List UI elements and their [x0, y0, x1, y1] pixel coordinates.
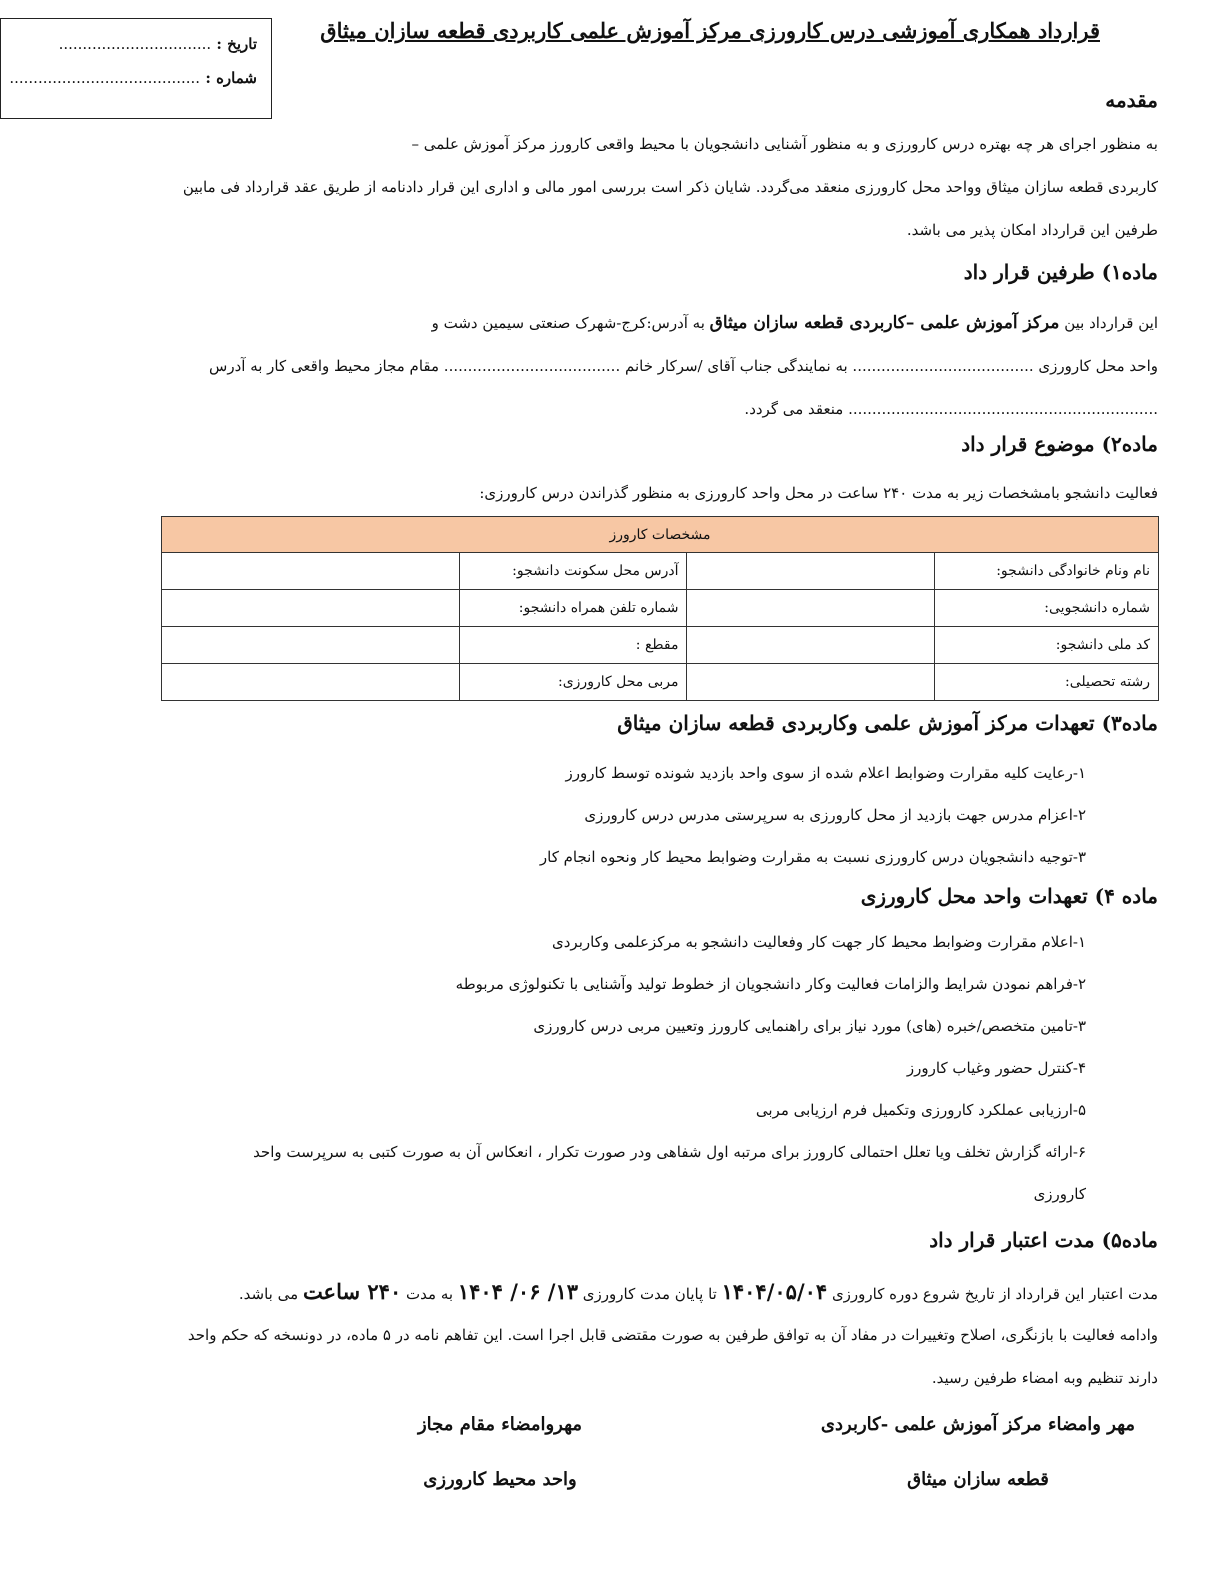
table-row — [162, 627, 1159, 664]
list-item: ۲-فراهم نمودن شرایط والزامات فعالیت وکار دانشجویان از خطوط تولید وآشنایی با تکنولوژی مربوطه — [455, 975, 1086, 993]
article4-list — [253, 926, 1086, 1178]
article5-line-2: وادامه فعالیت با بازنگری، اصلاح وتغییرات در مفاد آن به توافق طرفین به صورت مقتضی قابل اجرا است. این تفاهم نامه در ۵ ماده، در دونسخه که حکم واحد — [187, 1326, 1158, 1344]
list-item: ۱-اعلام مقرارت وضوابط محیط کار جهت کار وفعالیت دانشجو به مرکزعلمی وکاربردی — [552, 933, 1086, 951]
article1-line-3: ................................................................. منعقد می گردد. — [744, 400, 1158, 418]
start-date: ۱۴۰۴/۰۵/۰۴ — [721, 1279, 828, 1304]
intern-specs-table — [161, 516, 1159, 701]
article1-text-a: این قرارداد بین — [1059, 314, 1158, 332]
table-cell-value[interactable] — [162, 627, 460, 664]
table-cell-value[interactable] — [162, 664, 460, 701]
list-item: ۶-ارائه گزارش تخلف ویا تعلل احتمالی کارورز برای مرتبه اول شفاهی ودر صورت تکرار ، انعکاس آن به صورت کتبی به سرپرست واحد — [253, 1143, 1086, 1161]
table-cell-label: مربی محل کارورزی: — [459, 664, 687, 701]
table-cell-value[interactable] — [687, 664, 935, 701]
number-row — [1, 63, 257, 97]
center-name: مرکز آموزش علمی –کاربردی قطعه سازان میثاق — [709, 313, 1060, 333]
unit-signature-title: مهروامضاء مقام مجاز — [417, 1414, 583, 1435]
intro-line-3: طرفین این قرارداد امکان پذیر می باشد. — [906, 221, 1158, 239]
article5-text-d: می باشد. — [238, 1285, 303, 1303]
end-date: ۱۳/ ۰۶/ ۱۴۰۴ — [457, 1279, 579, 1304]
table-cell-label: شماره تلفن همراه دانشجو: — [459, 590, 687, 627]
article4-heading: ماده ۴) تعهدات واحد محل کارورزی — [860, 884, 1158, 908]
center-signature-name: قطعه سازان میثاق — [907, 1469, 1049, 1490]
article5-line-3: دارند تنظیم وبه امضاء طرفین رسید. — [931, 1369, 1158, 1387]
table-cell-label: کد ملی دانشجو: — [935, 627, 1159, 664]
article5-text-b: تا پایان مدت کارورزی — [578, 1285, 722, 1303]
date-field[interactable]: ................................ — [58, 35, 212, 53]
table-cell-label: رشته تحصیلی: — [935, 664, 1159, 701]
table-cell-label: آدرس محل سکونت دانشجو: — [459, 553, 687, 590]
article5-text-c: به مدت — [401, 1285, 458, 1303]
number-label: شماره : — [205, 69, 257, 87]
list-item: ۳-تامین متخصص/خبره (های) مورد نیاز برای راهنمایی کارورز وتعیین مربی درس کارورزی — [533, 1017, 1086, 1035]
table-row — [162, 590, 1159, 627]
article3-list — [540, 757, 1086, 883]
article5-paragraph — [56, 1276, 1158, 1405]
article3-heading: ماده۳) تعهدات مرکز آموزش علمی وکاربردی قطعه سازان میثاق — [617, 711, 1158, 735]
article2-intro — [56, 477, 1158, 520]
article2-intro-line: فعالیت دانشجو بامشخصات زیر به مدت ۲۴۰ ساعت در محل واحد کارورزی به منظور گذراندن درس کارورزی: — [479, 484, 1158, 502]
table-cell-label: نام ونام خانوادگی دانشجو: — [935, 553, 1159, 590]
article4-continuation — [1034, 1178, 1086, 1220]
intro-line-1: به منظور اجرای هر چه بهتره درس کارورزی و به منظور آشنایی دانشجویان با محیط واقعی کارورز مرکز آموزش علمی – — [411, 135, 1158, 153]
table-header-row — [162, 517, 1159, 553]
table-row — [162, 553, 1159, 590]
table-cell-value[interactable] — [687, 627, 935, 664]
list-item: ۴-کنترل حضور وغیاب کارورز — [906, 1059, 1086, 1077]
duration: ۲۴۰ ساعت — [302, 1279, 402, 1304]
intro-heading: مقدمه — [1105, 88, 1158, 112]
list-item: ۳-توجیه دانشجویان درس کارورزی نسبت به مقرارت وضوابط محیط کار ونحوه انجام کار — [539, 848, 1086, 866]
list-item: ۲-اعزام مدرس جهت بازدید از محل کارورزی به سرپرستی مدرس درس کارورزی — [584, 806, 1086, 824]
table-cell-value[interactable] — [162, 553, 460, 590]
intro-paragraph — [56, 128, 1158, 257]
list-item: ۵-ارزیابی عملکرد کارورزی وتکمیل فرم ارزیابی مربی — [755, 1101, 1086, 1119]
article1-line-1 — [56, 307, 1158, 350]
list-item: ۱-رعایت کلیه مقرارت وضوابط اعلام شده از سوی واحد بازدید شونده توسط کارورز — [565, 764, 1086, 782]
unit-signature-name: واحد محیط کارورزی — [423, 1469, 577, 1490]
table-cell-value[interactable] — [162, 590, 460, 627]
number-field[interactable]: ........................................ — [9, 69, 201, 87]
table-cell-label: شماره دانشجویی: — [935, 590, 1159, 627]
list-item-continuation: کارورزی — [1033, 1185, 1086, 1203]
article5-heading: ماده۵) مدت اعتبار قرار داد — [929, 1228, 1158, 1252]
table-cell-label: مقطع : — [459, 627, 687, 664]
intro-line-2: کاربردی قطعه سازان میثاق وواحد محل کارورزی منعقد می‌گردد. شایان ذکر است بررسی امور مالی و اداری این قرار دادنامه از طریق عقد قرارداد فی مابین — [182, 178, 1158, 196]
article1-text-c: به آدرس:کرج-شهرک صنعتی سیمین دشت و — [431, 314, 710, 332]
article1-paragraph — [56, 307, 1158, 436]
date-label: تاریخ : — [216, 35, 257, 53]
center-signature-title: مهر وامضاء مرکز آموزش علمی -کاربردی — [820, 1414, 1136, 1435]
table-cell-value[interactable] — [687, 590, 935, 627]
article1-line-2: واحد محل کارورزی ...................................... به نمایندگی جناب آقای /سرکار خانم ..................................... مقام مجاز محیط واقعی کار به آدرس — [209, 357, 1158, 375]
article5-text-a: مدت اعتبار این قرارداد از تاریخ شروع دوره کارورزی — [827, 1285, 1158, 1303]
article2-heading: ماده۲) موضوع قرار داد — [961, 432, 1158, 456]
document-title: قرارداد همکاری آموزشی درس کارورزی مرکز آموزش علمی کاربردی قطعه سازان میثاق — [320, 18, 1100, 43]
table-header: مشخصات کارورز — [162, 517, 1159, 553]
article1-heading: ماده۱) طرفین قرار داد — [963, 260, 1158, 284]
table-cell-value[interactable] — [687, 553, 935, 590]
article5-line-1 — [56, 1276, 1158, 1319]
table-row — [162, 664, 1159, 701]
